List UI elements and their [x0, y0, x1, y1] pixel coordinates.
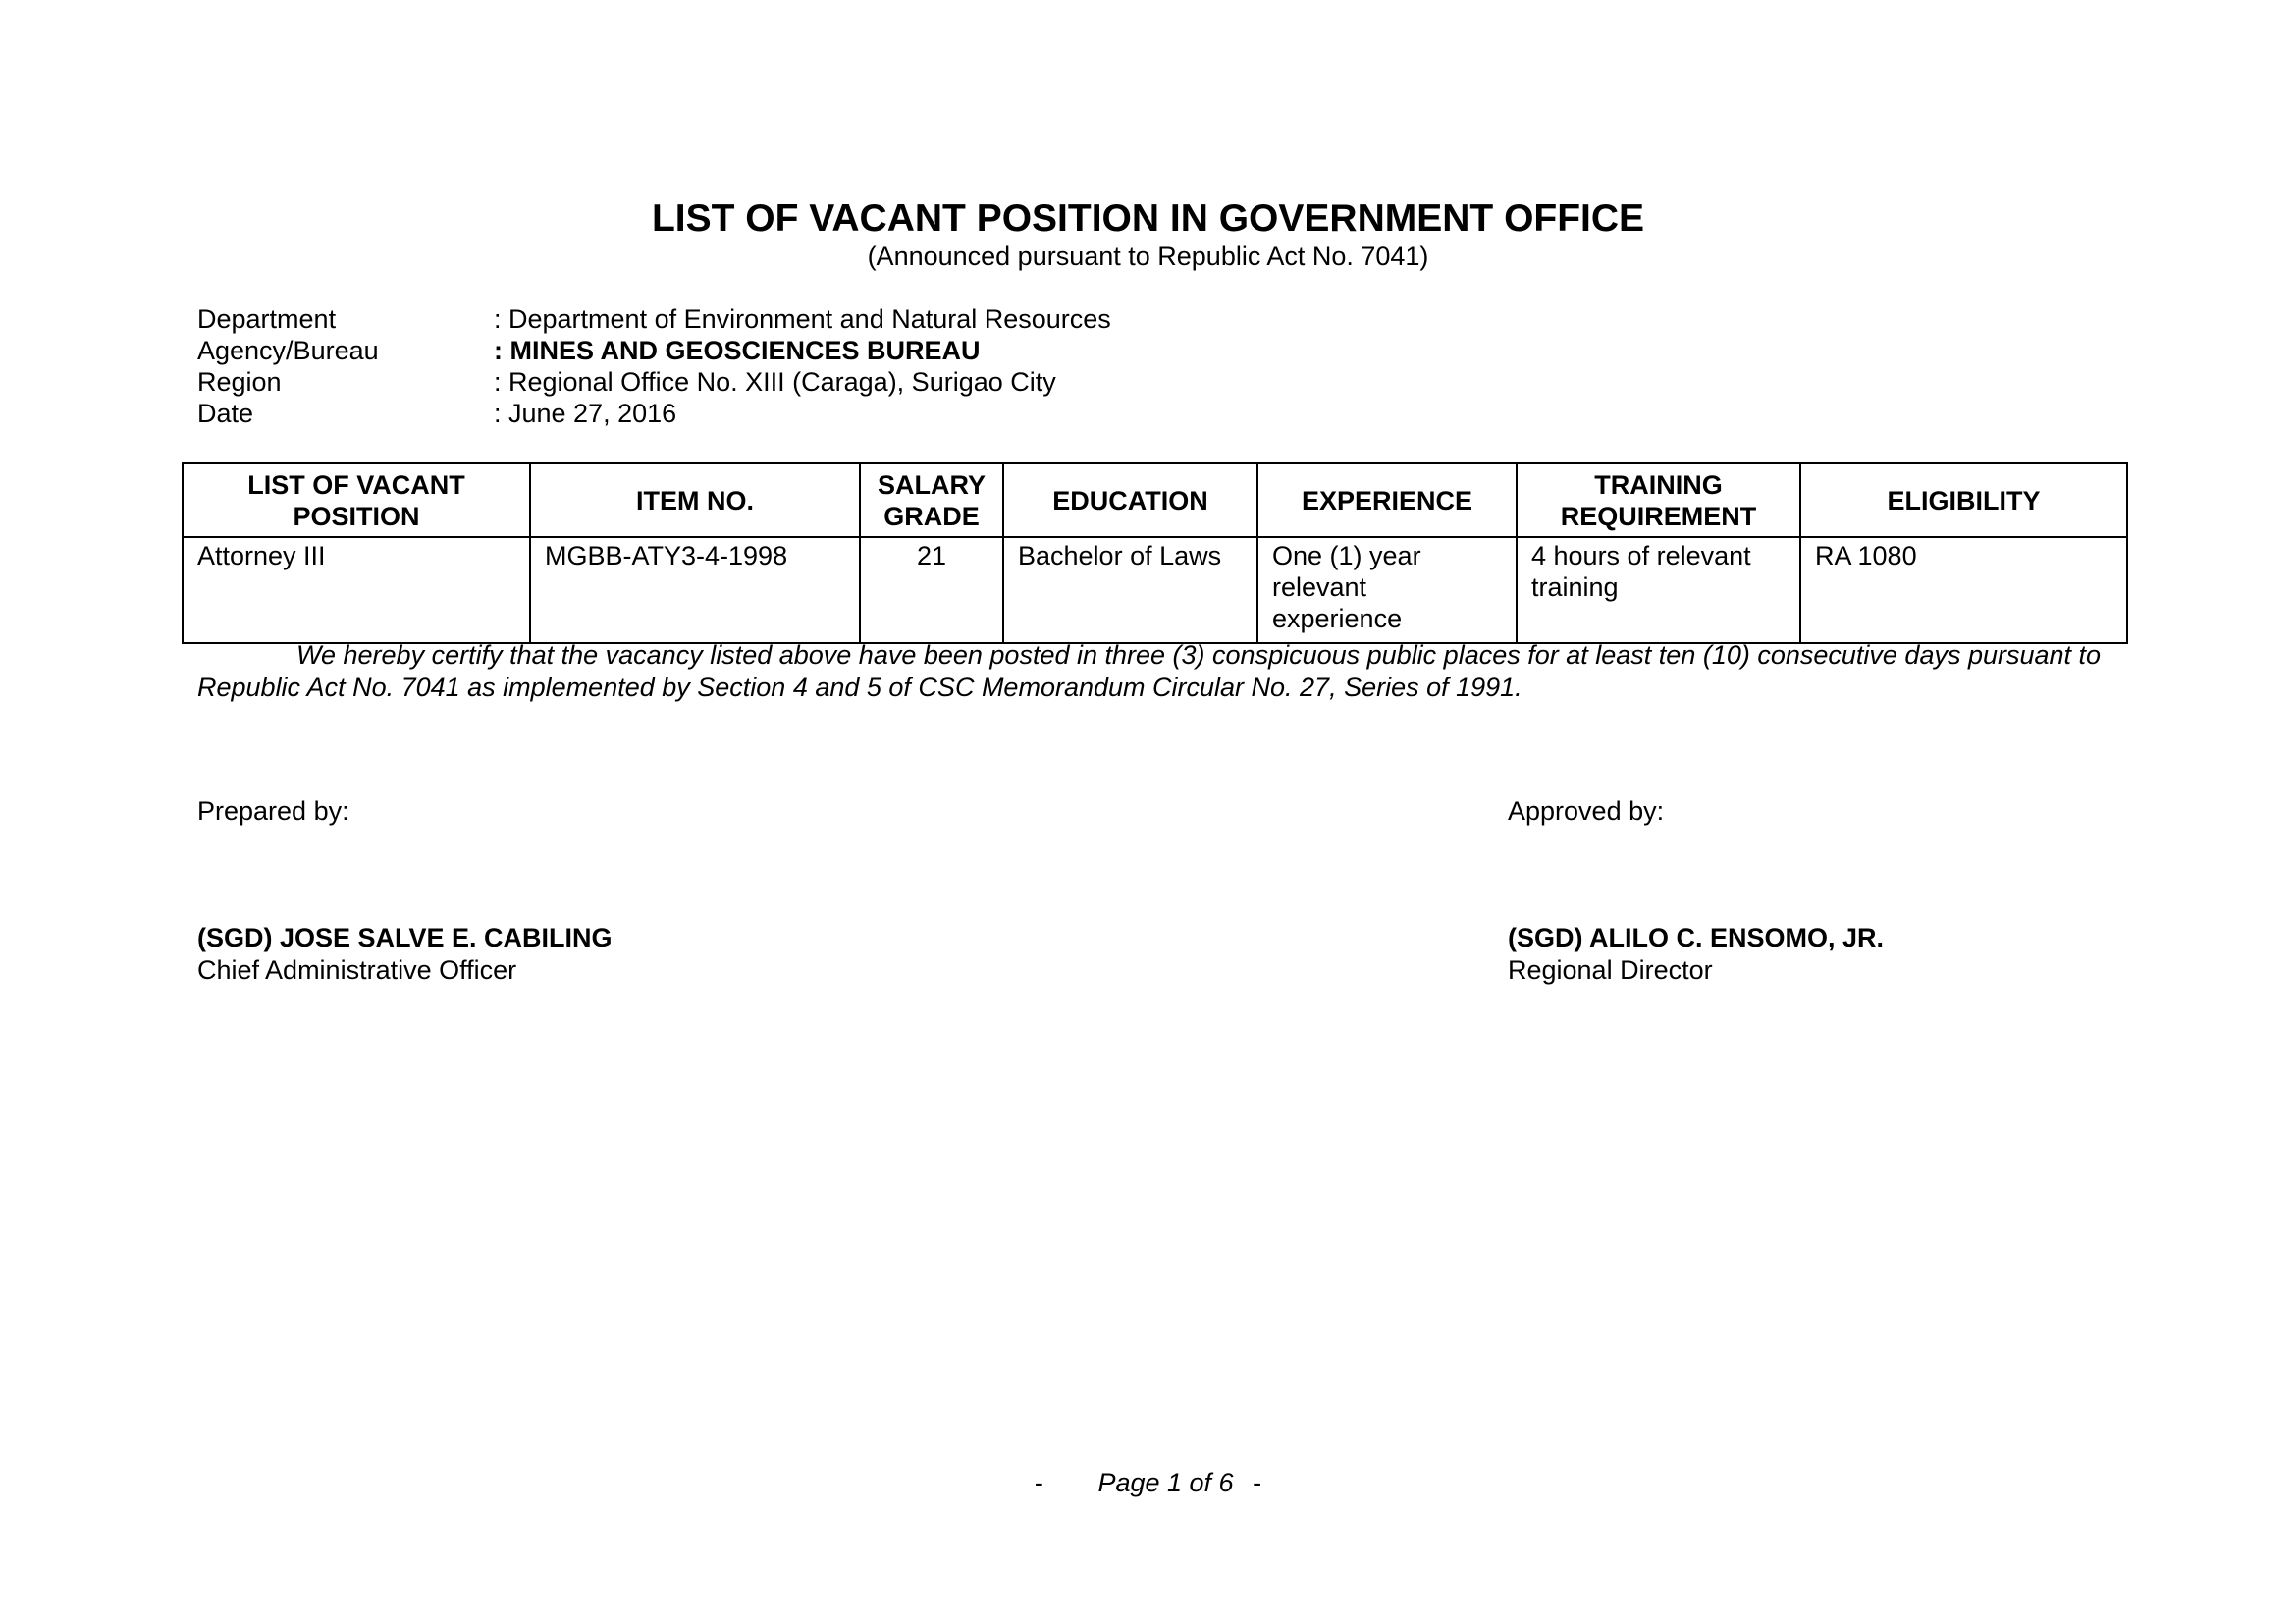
info-label: Date — [197, 399, 254, 428]
page-footer — [0, 1466, 2296, 1499]
info-label: Agency/Bureau — [197, 336, 379, 365]
info-row-agency — [197, 335, 1111, 366]
approved-by-name: (SGD) ALILO C. ENSOMO, JR. — [1508, 923, 1885, 952]
info-value: : June 27, 2016 — [494, 399, 677, 428]
prepared-by-role: Chief Administrative Officer — [197, 955, 517, 985]
table-cell: RA 1080 — [1800, 537, 2127, 643]
info-label: Region — [197, 367, 282, 397]
table-cell: One (1) year relevant experience — [1257, 537, 1517, 643]
column-header: LIST OF VACANT POSITION — [183, 463, 530, 537]
column-header: ELIGIBILITY — [1800, 463, 2127, 537]
table-cell: 4 hours of relevant training — [1517, 537, 1800, 643]
column-header: EXPERIENCE — [1257, 463, 1517, 537]
column-header: EDUCATION — [1003, 463, 1257, 537]
info-row-date — [197, 398, 1111, 429]
approved-by-block — [1508, 795, 1884, 987]
certification-text: We hereby certify that the vacancy listed above have been posted in three (3) conspicuous public places for at least ten (10) consecutive days pursuant to Republic Act No. 7041 as implemented by Section 4 and 5 of CSC Memorandum Circular No. 27, Series of 1991. — [197, 640, 2102, 702]
info-row-region — [197, 366, 1111, 398]
column-header: SALARY GRADE — [860, 463, 1003, 537]
info-label: Department — [197, 304, 337, 334]
column-header: TRAINING REQUIREMENT — [1517, 463, 1800, 537]
table-row — [183, 537, 2127, 643]
footer-dash-left: - — [1034, 1468, 1043, 1497]
table-cell: 21 — [860, 537, 1003, 643]
table-cell: Bachelor of Laws — [1003, 537, 1257, 643]
page-number: Page 1 of 6 — [1097, 1468, 1234, 1497]
info-value: : MINES AND GEOSCIENCES BUREAU — [494, 336, 981, 365]
office-info — [197, 303, 1111, 429]
info-value: : Regional Office No. XIII (Caraga), Surigao City — [494, 367, 1056, 397]
approved-by-caption: Approved by: — [1508, 796, 1665, 826]
column-header: ITEM NO. — [530, 463, 860, 537]
prepared-by-block — [197, 795, 613, 987]
table-header-row — [183, 463, 2127, 537]
prepared-by-caption: Prepared by: — [197, 796, 349, 826]
page-title: LIST OF VACANT POSITION IN GOVERNMENT OFFICE — [651, 197, 1645, 240]
table-cell: MGBB-ATY3-4-1998 — [530, 537, 860, 643]
info-value: : Department of Environment and Natural Resources — [494, 304, 1111, 334]
approved-by-role: Regional Director — [1508, 955, 1713, 985]
vacancy-table — [182, 462, 2128, 644]
prepared-by-name: (SGD) JOSE SALVE E. CABILING — [197, 923, 613, 952]
table-cell: Attorney III — [183, 537, 530, 643]
info-row-department — [197, 303, 1111, 335]
footer-dash-right: - — [1253, 1468, 1262, 1497]
page-subtitle: (Announced pursuant to Republic Act No. 7041) — [867, 242, 1429, 271]
